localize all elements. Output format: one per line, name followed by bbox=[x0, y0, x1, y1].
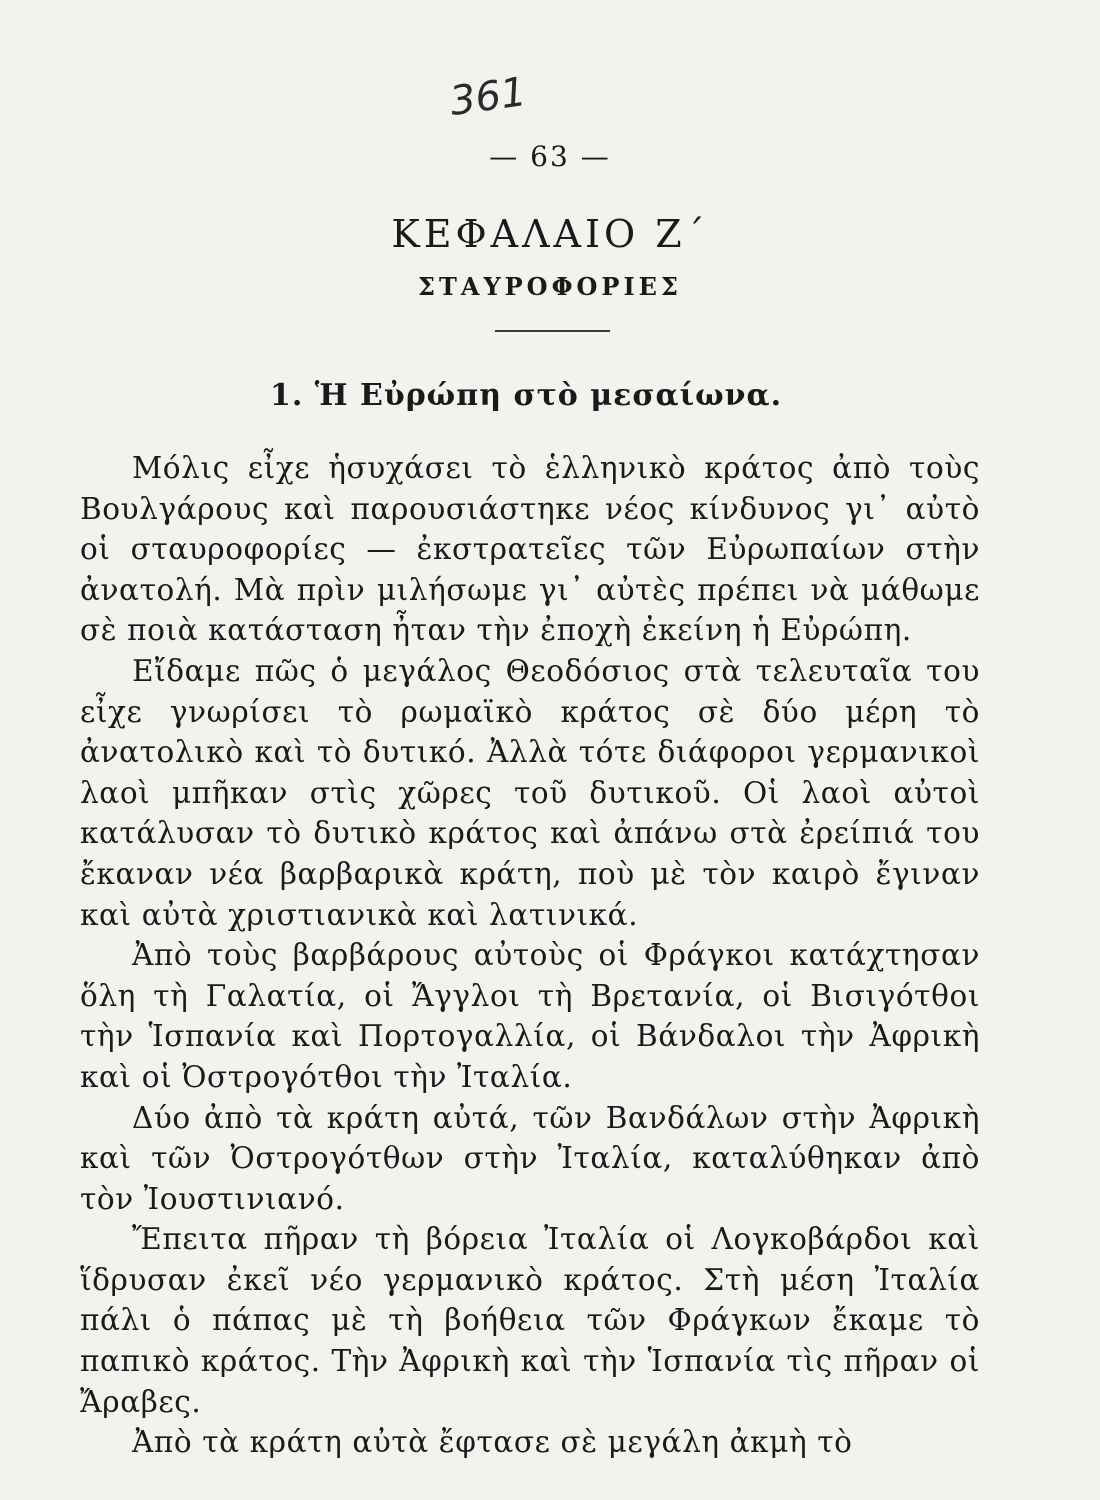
page-number: — 63 — bbox=[489, 140, 611, 173]
paragraph: Εἴδαμε πῶς ὁ μεγάλος Θεοδόσιος στὰ τελευταῖα του εἶχε γνωρίσει τὸ ρωμαϊκὸ κράτος σὲ δύο μέρη τὸ ἀνατολικὸ καὶ τὸ δυτικό. Ἀλλὰ τότε διάφοροι γερμανικοὶ λαοὶ μπῆκαν στὶς χῶρες τοῦ δυτικοῦ. Οἱ λαοὶ αὐτοὶ κατάλυσαν τὸ δυτικὸ κράτος καὶ ἀπάνω στὰ ἐρείπιά του ἔκαναν νέα βαρβαρικὰ κράτη, ποὺ μὲ τὸν καιρὸ ἔγιναν καὶ αὐτὰ χριστιανικὰ καὶ λατινικά. bbox=[80, 653, 980, 932]
paragraph: Ἀπὸ τοὺς βαρβάρους αὐτοὺς οἱ Φράγκοι κατάχτησαν ὅλη τὴ Γαλατία, οἱ Ἄγγλοι τὴ Βρετανία, οἱ Βισιγότθοι τὴν Ἱσπανία καὶ Πορτογαλλία, οἱ Βάνδαλοι τὴν Ἀφρικὴ καὶ οἱ Ὀστρογότθοι τὴν Ἰταλία. bbox=[80, 938, 980, 1094]
paragraph: Ἀπὸ τὰ κράτη αὐτὰ ἔφτασε σὲ μεγάλη ἀκμὴ τὸ bbox=[132, 1425, 853, 1460]
section-heading: 1. Ἡ Εὐρώπη στὸ μεσαίωνα. bbox=[270, 378, 783, 413]
paragraph: Ἔπειτα πῆραν τὴ βόρεια Ἰταλία οἱ Λογκοβάρδοι καὶ ἵδρυσαν ἐκεῖ νέο γερμανικὸ κράτος. Στὴ μέση Ἰταλία πάλι ὁ πάπας μὲ τὴ βοήθεια τῶν Φράγκων ἔκαμε τὸ παπικὸ κράτος. Τὴν Ἀφρικὴ καὶ τὴν Ἱσπανία τὶς πῆραν οἱ Ἄραβες. bbox=[80, 1222, 980, 1419]
body-text bbox=[80, 448, 980, 1463]
bleed-through-text bbox=[660, 100, 670, 135]
chapter-title: ΚΕΦΑΛΑΙΟ Ζ΄ bbox=[391, 212, 709, 256]
handwritten-annotation: 361 bbox=[447, 68, 530, 126]
paragraph: Δύο ἀπὸ τὰ κράτη αὐτά, τῶν Βανδάλων στὴν Ἀφρικὴ καὶ τῶν Ὀστρογότθων στὴν Ἰταλία, καταλύθηκαν ἀπὸ τὸν Ἰουστινιανό. bbox=[80, 1100, 980, 1216]
chapter-subtitle: ΣΤΑΥΡΟΦΟΡΙΕΣ bbox=[418, 272, 682, 301]
paragraph: Μόλις εἶχε ἡσυχάσει τὸ ἑλληνικὸ κράτος ἀπὸ τοὺς Βουλγάρους καὶ παρουσιάστηκε νέος κίνδυνος γι᾽ αὐτὸ οἱ σταυροφορίες — ἐκστρατεῖες τῶν Εὐρωπαίων στὴν ἀνατολή. Μὰ πρὶν μιλήσωμε γι᾽ αὐτὲς πρέπει νὰ μάθωμε σὲ ποιὰ κατάσταση ἦταν τὴν ἐποχὴ ἐκείνη ἡ Εὐρώπη. bbox=[80, 451, 980, 648]
divider-rule bbox=[495, 330, 610, 332]
